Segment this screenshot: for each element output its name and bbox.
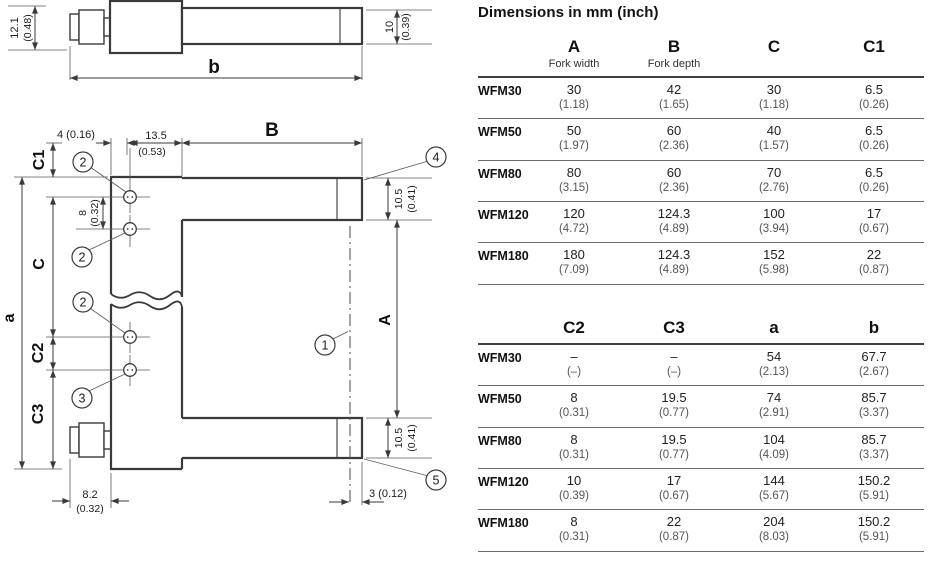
fork-arm-top	[182, 178, 362, 220]
dim-B-label: B	[265, 120, 279, 141]
dimension-cell	[824, 202, 924, 243]
value-mm: 10	[566, 473, 582, 489]
table-row-WFM120	[478, 202, 924, 243]
table-row-WFM80	[478, 160, 924, 201]
value-mm: 40	[766, 123, 782, 139]
value-inch: (4.09)	[758, 448, 790, 461]
value-inch: (1.97)	[558, 140, 590, 153]
value-mm: 180	[563, 247, 585, 263]
hole-3	[124, 331, 137, 344]
value-inch: (3.37)	[858, 448, 890, 461]
column-letter: C3	[663, 317, 685, 337]
dim-10-5-bottom-mm: 10.5	[393, 427, 405, 449]
value-mm: 150.2	[857, 514, 891, 530]
dim-10-5-bottom-inch: (0.41)	[406, 424, 418, 452]
callout-2-number-a: 2	[79, 155, 87, 170]
value-inch: (2.91)	[758, 407, 790, 420]
column-letter: C	[767, 37, 781, 56]
value-inch: (7.09)	[558, 264, 590, 277]
dimension-cell	[624, 386, 724, 427]
header-row	[478, 318, 924, 344]
dim-a-label: a	[1, 313, 18, 323]
model-label: WFM120	[478, 208, 529, 223]
callout-5-number: 5	[432, 473, 440, 488]
column-header-C2	[524, 318, 624, 344]
value-inch: (0.26)	[858, 140, 890, 153]
dim-13-5-mm: 13.5	[145, 130, 167, 142]
model-label: WFM80	[478, 166, 522, 181]
column-header-b	[824, 318, 924, 344]
value-inch: (0.26)	[858, 99, 890, 112]
sensor-side-view	[70, 1, 362, 53]
dimension-cell	[624, 469, 724, 510]
value-inch: (0.39)	[558, 489, 590, 502]
value-inch: (3.37)	[858, 407, 890, 420]
dim-10-mm: 10	[384, 20, 396, 34]
hole-2	[124, 223, 137, 236]
value-inch: (2.36)	[658, 181, 690, 194]
value-inch: (2.13)	[758, 366, 790, 379]
model-label: WFM120	[478, 475, 529, 490]
dimension-cell	[524, 160, 624, 201]
model-label: WFM30	[478, 351, 522, 366]
dimension-cell	[524, 386, 624, 427]
value-mm: 70	[766, 164, 782, 180]
column-header-a	[724, 318, 824, 344]
value-mm: –	[670, 349, 678, 365]
dimension-cell	[824, 386, 924, 427]
value-inch: (3.15)	[558, 181, 590, 194]
dimension-cell	[624, 160, 724, 201]
dimension-cell	[524, 510, 624, 551]
column-letter: B	[667, 37, 681, 56]
table-row-WFM80	[478, 427, 924, 468]
value-inch: (0.87)	[658, 531, 690, 544]
value-mm: 60	[666, 123, 682, 139]
dimension-cell	[624, 119, 724, 160]
value-inch: (1.18)	[758, 99, 790, 112]
dimension-cell	[624, 243, 724, 284]
value-inch: (8.03)	[758, 531, 790, 544]
dimension-cell	[524, 119, 624, 160]
value-inch: (5.91)	[858, 489, 890, 502]
dimension-cell	[824, 427, 924, 468]
value-mm: 22	[866, 247, 882, 263]
value-mm: 19.5	[661, 431, 687, 447]
table-row-WFM30	[478, 77, 924, 119]
value-inch: (0.77)	[658, 407, 690, 420]
value-inch: (0.31)	[558, 448, 590, 461]
model-label: WFM50	[478, 392, 522, 407]
dimension-cell	[824, 510, 924, 551]
dimension-cell	[724, 119, 824, 160]
connector-flange-front	[70, 427, 79, 453]
value-mm: 17	[666, 473, 682, 489]
dimension-cell	[724, 160, 824, 201]
value-mm: 19.5	[661, 390, 687, 406]
value-inch: (0.26)	[858, 181, 890, 194]
value-mm: 6.5	[864, 164, 884, 180]
column-header-C	[724, 37, 824, 77]
dim-8-mm: 8	[77, 210, 89, 216]
value-mm: 152	[763, 247, 785, 263]
value-inch: (5.91)	[858, 531, 890, 544]
dimension-cell	[724, 427, 824, 468]
value-mm: 67.7	[861, 349, 887, 365]
value-inch: (2.67)	[858, 366, 890, 379]
hole-4	[124, 364, 137, 377]
value-mm: 80	[566, 164, 582, 180]
dim-C1-label: C1	[31, 149, 48, 171]
value-mm: 8	[570, 390, 578, 406]
dimensions-table-2	[478, 318, 924, 552]
model-label: WFM30	[478, 84, 522, 99]
value-mm: 144	[763, 473, 785, 489]
dim-12-1-mm: 12.1	[9, 17, 21, 39]
dim-4-label: 4 (0.16)	[57, 129, 95, 141]
dimension-cell	[624, 202, 724, 243]
value-mm: 6.5	[864, 82, 884, 98]
value-mm: 85.7	[861, 390, 887, 406]
model-label: WFM50	[478, 125, 522, 140]
column-header-C3	[624, 318, 724, 344]
column-header-C1	[824, 37, 924, 77]
mounting-holes	[46, 148, 150, 386]
dimension-cell	[824, 77, 924, 119]
dim-12-1-inch: (0.48)	[22, 14, 34, 42]
value-inch: (0.67)	[858, 223, 890, 236]
value-mm: 8	[570, 431, 578, 447]
model-label: WFM80	[478, 433, 522, 448]
dimension-cell	[624, 77, 724, 119]
dimensions-panel	[478, 2, 924, 552]
dim-A-label: A	[377, 314, 394, 326]
dim-13-5-inch: (0.53)	[138, 146, 166, 158]
dim-8-2-mm: 8.2	[82, 489, 98, 501]
column-letter: b	[868, 317, 880, 337]
value-mm: 22	[666, 514, 682, 530]
sensor-arm-side	[182, 8, 362, 44]
connector-flange-side	[70, 14, 79, 40]
value-mm: 50	[566, 123, 582, 139]
sensor-body-side	[110, 1, 182, 53]
dimension-cell	[824, 469, 924, 510]
dim-b-label: b	[208, 57, 220, 78]
dim-10-5-top-mm: 10.5	[393, 188, 405, 210]
value-mm: 74	[766, 390, 782, 406]
hole-1	[124, 191, 137, 204]
table-row-WFM30	[478, 344, 924, 386]
value-mm: 120	[563, 206, 585, 222]
callout-4-number: 4	[432, 150, 440, 165]
dimension-cell	[824, 344, 924, 386]
value-inch: (4.89)	[658, 223, 690, 236]
value-mm: 8	[570, 514, 578, 530]
dim-10-inch: (0.39)	[400, 13, 412, 41]
dimension-cell	[724, 202, 824, 243]
value-inch: (0.31)	[558, 531, 590, 544]
dimension-cell	[724, 469, 824, 510]
value-mm: 30	[566, 82, 582, 98]
dim-8-2-inch: (0.32)	[76, 503, 104, 515]
value-mm: 60	[666, 164, 682, 180]
value-inch: (0.87)	[858, 264, 890, 277]
dimension-cell	[624, 344, 724, 386]
dimension-cell	[524, 469, 624, 510]
value-inch: (–)	[666, 366, 682, 379]
dimension-cell	[824, 119, 924, 160]
callout-1-number: 1	[321, 338, 329, 353]
value-mm: 100	[763, 206, 785, 222]
value-mm: 17	[866, 206, 882, 222]
column-letter: A	[567, 37, 581, 56]
value-mm: 150.2	[857, 473, 891, 489]
break-line-lower	[111, 301, 182, 309]
model-label: WFM180	[478, 516, 529, 531]
column-header-A	[524, 37, 624, 77]
value-inch: (4.89)	[658, 264, 690, 277]
dim-C3-label: C3	[30, 403, 47, 425]
dim-10-5-top-inch: (0.41)	[406, 185, 418, 213]
table-row-WFM120	[478, 469, 924, 510]
connector-barrel-side	[79, 10, 104, 44]
dimension-cell	[824, 160, 924, 201]
dimension-cell	[724, 344, 824, 386]
value-inch: (–)	[566, 366, 582, 379]
value-inch: (0.31)	[558, 407, 590, 420]
dimension-cell	[724, 386, 824, 427]
value-mm: 104	[763, 431, 785, 447]
callout-2-number-b: 2	[78, 250, 86, 265]
dimension-cell	[524, 243, 624, 284]
model-label: WFM180	[478, 249, 529, 264]
dimension-cell	[524, 202, 624, 243]
column-header-B	[624, 37, 724, 77]
model-column-header	[478, 37, 524, 77]
value-mm: 54	[766, 349, 782, 365]
table-row-WFM180	[478, 510, 924, 551]
dimension-cell	[524, 77, 624, 119]
value-mm: 6.5	[864, 123, 884, 139]
value-mm: 30	[766, 82, 782, 98]
value-inch: (5.67)	[758, 489, 790, 502]
header-row	[478, 37, 924, 77]
fork-arm-bottom	[182, 418, 362, 458]
dim-C2-label: C2	[30, 342, 47, 364]
table-row-WFM50	[478, 119, 924, 160]
dimension-cell	[524, 344, 624, 386]
connector-barrel-front	[79, 423, 104, 457]
callout-3-number: 3	[78, 391, 86, 406]
dimension-cell	[824, 243, 924, 284]
dim-C-label: C	[31, 258, 48, 270]
value-inch: (0.67)	[658, 489, 690, 502]
value-inch: (1.57)	[758, 140, 790, 153]
value-mm: 85.7	[861, 431, 887, 447]
column-letter: C2	[563, 317, 585, 337]
value-mm: 124.3	[657, 206, 691, 222]
value-inch: (1.65)	[658, 99, 690, 112]
value-inch: (4.72)	[558, 223, 590, 236]
callout-2-number-c: 2	[79, 295, 87, 310]
value-inch: (1.18)	[558, 99, 590, 112]
dim-8-inch: (0.32)	[89, 199, 101, 227]
value-inch: (2.36)	[658, 140, 690, 153]
column-sublabel: Fork depth	[647, 58, 701, 71]
value-inch: (5.98)	[758, 264, 790, 277]
dim-3-label: 3 (0.12)	[369, 488, 407, 500]
dimension-cell	[524, 427, 624, 468]
model-column-header	[478, 318, 524, 344]
value-inch: (0.77)	[658, 448, 690, 461]
value-mm: –	[570, 349, 578, 365]
dimension-cell	[624, 427, 724, 468]
dimension-cell	[724, 510, 824, 551]
value-mm: 124.3	[657, 247, 691, 263]
table-row-WFM180	[478, 243, 924, 284]
dimension-cell	[624, 510, 724, 551]
column-sublabel: Fork width	[548, 58, 600, 71]
value-inch: (3.94)	[758, 223, 790, 236]
value-mm: 42	[666, 82, 682, 98]
dimension-cell	[724, 243, 824, 284]
value-inch: (2.76)	[758, 181, 790, 194]
table-row-WFM50	[478, 386, 924, 427]
value-mm: 204	[763, 514, 785, 530]
column-letter: a	[769, 317, 779, 337]
column-letter: C1	[863, 37, 885, 56]
dimensions-table-1	[478, 37, 924, 285]
break-line-upper	[111, 291, 182, 299]
panel-title: Dimensions in mm (inch)	[478, 4, 659, 21]
fork-body	[110, 177, 182, 469]
dimension-cell	[724, 77, 824, 119]
